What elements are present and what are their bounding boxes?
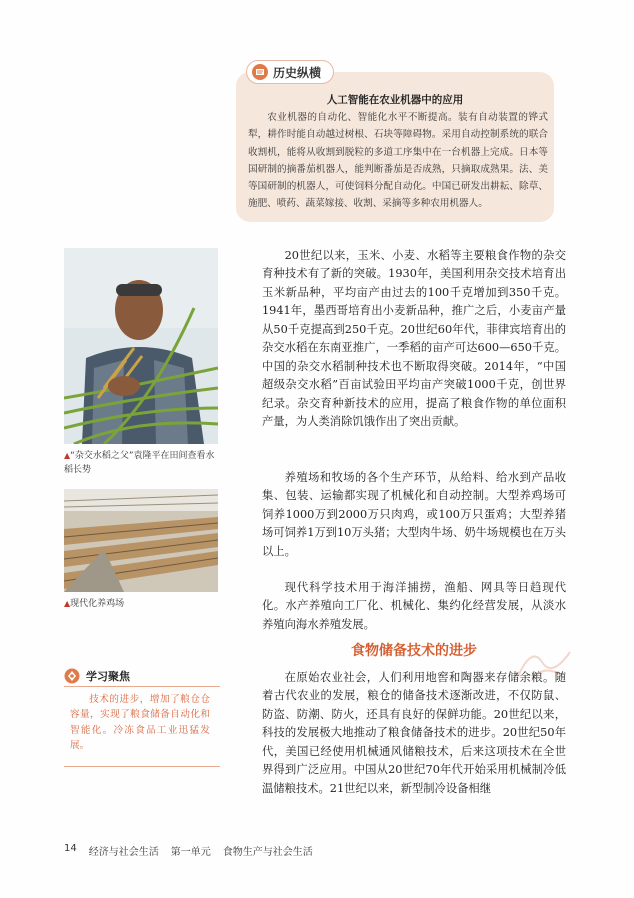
study-focus-header bbox=[64, 668, 130, 684]
caption-marker-icon-2: ▲ bbox=[64, 599, 71, 608]
history-tab bbox=[246, 60, 334, 84]
paragraph-storage: 在原始农业社会，人们利用地窖和陶器来存储余粮。随着古代农业的发展，粮仓的储备技术逐渐改进，不仅防鼠、防盗、防潮、防火，还具有良好的保鲜功能。20世纪以来，科技的发展极大地推动了粮食储备技术的进步。20世纪50年代，美国已经使用机械通风储粮技术，后来这项技术在全世界得到广泛应用。中国从20世纪70年代开始采用机械制冷低温储粮技术。21世纪以来，新型制冷设备相继 bbox=[262, 671, 566, 795]
paragraph-livestock: 养殖场和牧场的各个生产环节，从给料、给水到产品收集、包装、运输都实现了机械化和自动控制。大型养鸡场可饲养1000万到2000万只肉鸡，或100万只蛋鸡；大型养猪场可饲养1万到10万头猪；大型肉牛场、奶牛场规模也在万头以上。 bbox=[262, 471, 566, 558]
history-header bbox=[246, 60, 334, 84]
chicken-farm-photo bbox=[64, 489, 218, 592]
page-footer bbox=[64, 843, 313, 858]
section-heading: 食物储备技术的进步 bbox=[351, 643, 477, 659]
history-label: 历史纵横 bbox=[273, 65, 322, 80]
chicken-caption: ▲现代化养鸡场 bbox=[64, 599, 125, 609]
farmer-photo bbox=[64, 248, 218, 444]
study-divider-bottom bbox=[64, 766, 220, 767]
farmer-caption: ▲“杂交水稻之父”袁隆平在田间查看水稻长势 bbox=[64, 451, 215, 475]
caption-marker-icon: ▲ bbox=[64, 451, 71, 460]
study-focus-label: 学习聚焦 bbox=[86, 670, 130, 683]
study-focus-icon bbox=[64, 668, 80, 684]
unit-number: 第一单元 bbox=[170, 847, 211, 858]
book-title: 经济与社会生活 bbox=[88, 847, 159, 858]
history-body: 农业机器的自动化、智能化水平不断提高。装有自动装置的铧式犁，耕作时能自动越过树根、石块等障碍物。采用自动控制系统的联合收割机，能将从收割到脱粒的多道工序集中在一台机器上完成。日本等国研制的摘番茄机器人，能判断番茄是否成熟，只摘取成熟果。法、美等国研制的机器人，可使饲料分配自动化。中国已研发出耕耘、除草、施肥、喷药、蔬菜嫁接、收割、采摘等多种农用机器人。 bbox=[248, 112, 548, 210]
page-number: 14 bbox=[64, 843, 77, 854]
history-scroll-icon bbox=[251, 63, 269, 81]
study-focus-text: 技术的进步，增加了粮仓仓容量，实现了粮食储备自动化和智能化。冷冻食品工业迅猛发展。 bbox=[70, 694, 210, 751]
study-divider-top bbox=[64, 686, 220, 687]
history-title: 人工智能在农业机器中的应用 bbox=[326, 94, 464, 106]
unit-title: 食物生产与社会生活 bbox=[222, 847, 313, 858]
paragraph-fishery: 现代科学技术用于海洋捕捞，渔船、网具等日趋现代化。水产养殖向工厂化、机械化、集约化经营发展，从淡水养殖向海水养殖发展。 bbox=[262, 581, 566, 631]
paragraph-hybrid-breeding: 20世纪以来，玉米、小麦、水稻等主要粮食作物的杂交育种技术有了新的突破。1930年，美国利用杂交技术培育出玉米新品种，平均亩产由过去的100千克增加到350千克。1941年，墨西哥培育出小麦新品种，推广之后，小麦亩产量从50千克提高到250千克。20世纪60年代，菲律宾培育出的杂交水稻在东南亚推广，一季稻的亩产可达600—650千克。中国的杂交水稻制种技术也不断取得突破。2014年，“中国超级杂交水稻”百亩试验田平均亩产突破1000千克，创世界纪录。杂交育种新技术的应用，提高了粮食作物的单位面积产量，为人类消除饥饿作出了突出贡献。 bbox=[262, 249, 566, 429]
